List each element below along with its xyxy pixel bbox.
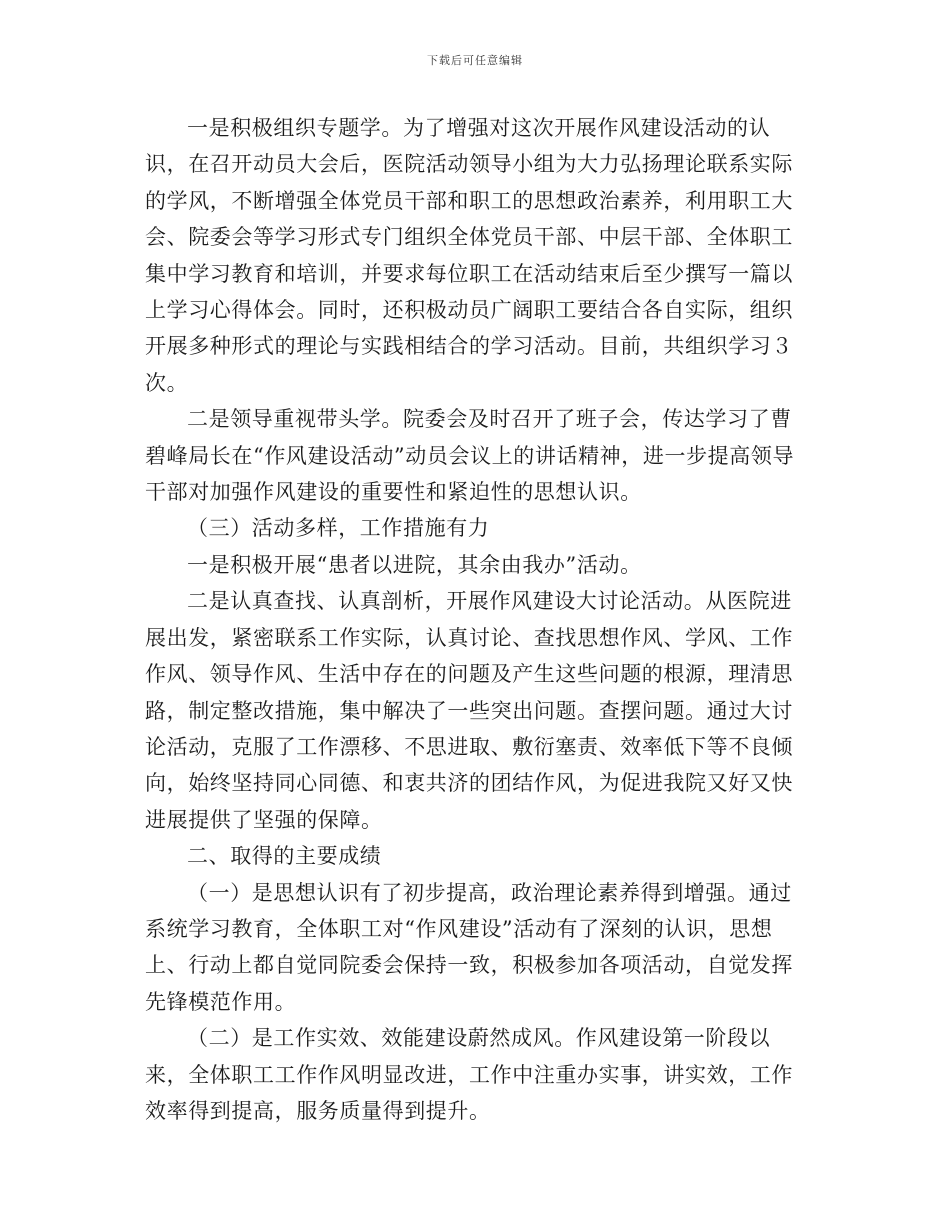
paragraph-achievement-two: （二）是工作实效、效能建设蔚然成风。作风建设第一阶段以来，全体职工工作作风明显改进，工作中注重办实事，讲实效，工作效率得到提高，服务质量得到提升。 (145, 1026, 793, 1123)
section-heading-activities: （三）活动多样，工作措施有力 (187, 516, 490, 541)
paragraph-study-topic: 一是积极组织专题学。为了增强对这次开展作风建设活动的认识，在召开动员大会后，医院活动领导小组为大力弘扬理论联系实际的学风，不断增强全体党员干部和职工的思想政治素养，利用职工大会、院委会等学习形式专门组织全体党员干部、中层干部、全体职工集中学习教育和培训，并要求每位职工在活动结束后至少撰写一篇以上学习心得体会。同时，还积极动员广阔职工要结合各自实际，组织开展多种形式的理论与实践相结合的学习活动。目前，共组织学习３次。 (145, 116, 793, 395)
paragraph-leadership-study: 二是领导重视带头学。院委会及时召开了班子会，传达学习了曹碧峰局长在“作风建设活动”动员会议上的讲话精神，进一步提高领导干部对加强作风建设的重要性和紧迫性的思想认识。 (145, 407, 795, 505)
paragraph-discussion-activity: 二是认真查找、认真剖析，开展作风建设大讨论活动。从医院进展出发，紧密联系工作实际，认真讨论、查找思想作风、学风、工作作风、领导作风、生活中存在的问题及产生这些问题的根源，理清思路，制定整改措施，集中解决了一些突出问题。查摆问题。通过大讨论活动，克服了工作漂移、不思进取、敷衍塞责、效率低下等不良倾向，始终坚持同心同德、和衷共济的团结作风，为促进我院又好又快进展提供了坚强的保障。 (145, 589, 793, 832)
section-heading-achievements: 二、取得的主要成绩 (187, 844, 382, 869)
page-header-note: 下载后可任意编辑 (427, 54, 523, 67)
document-body (145, 110, 810, 1129)
paragraph-patient-activity: 一是积极开展“患者以进院，其余由我办”活动。 (187, 552, 642, 577)
paragraph-achievement-one: （一）是思想认识有了初步提高，政治理论素养得到增强。通过系统学习教育，全体职工对“作风建设”活动有了深刻的认识，思想上、行动上都自觉同院委会保持一致，积极参加各项活动，自觉发挥先锋模范作用。 (145, 880, 793, 1014)
